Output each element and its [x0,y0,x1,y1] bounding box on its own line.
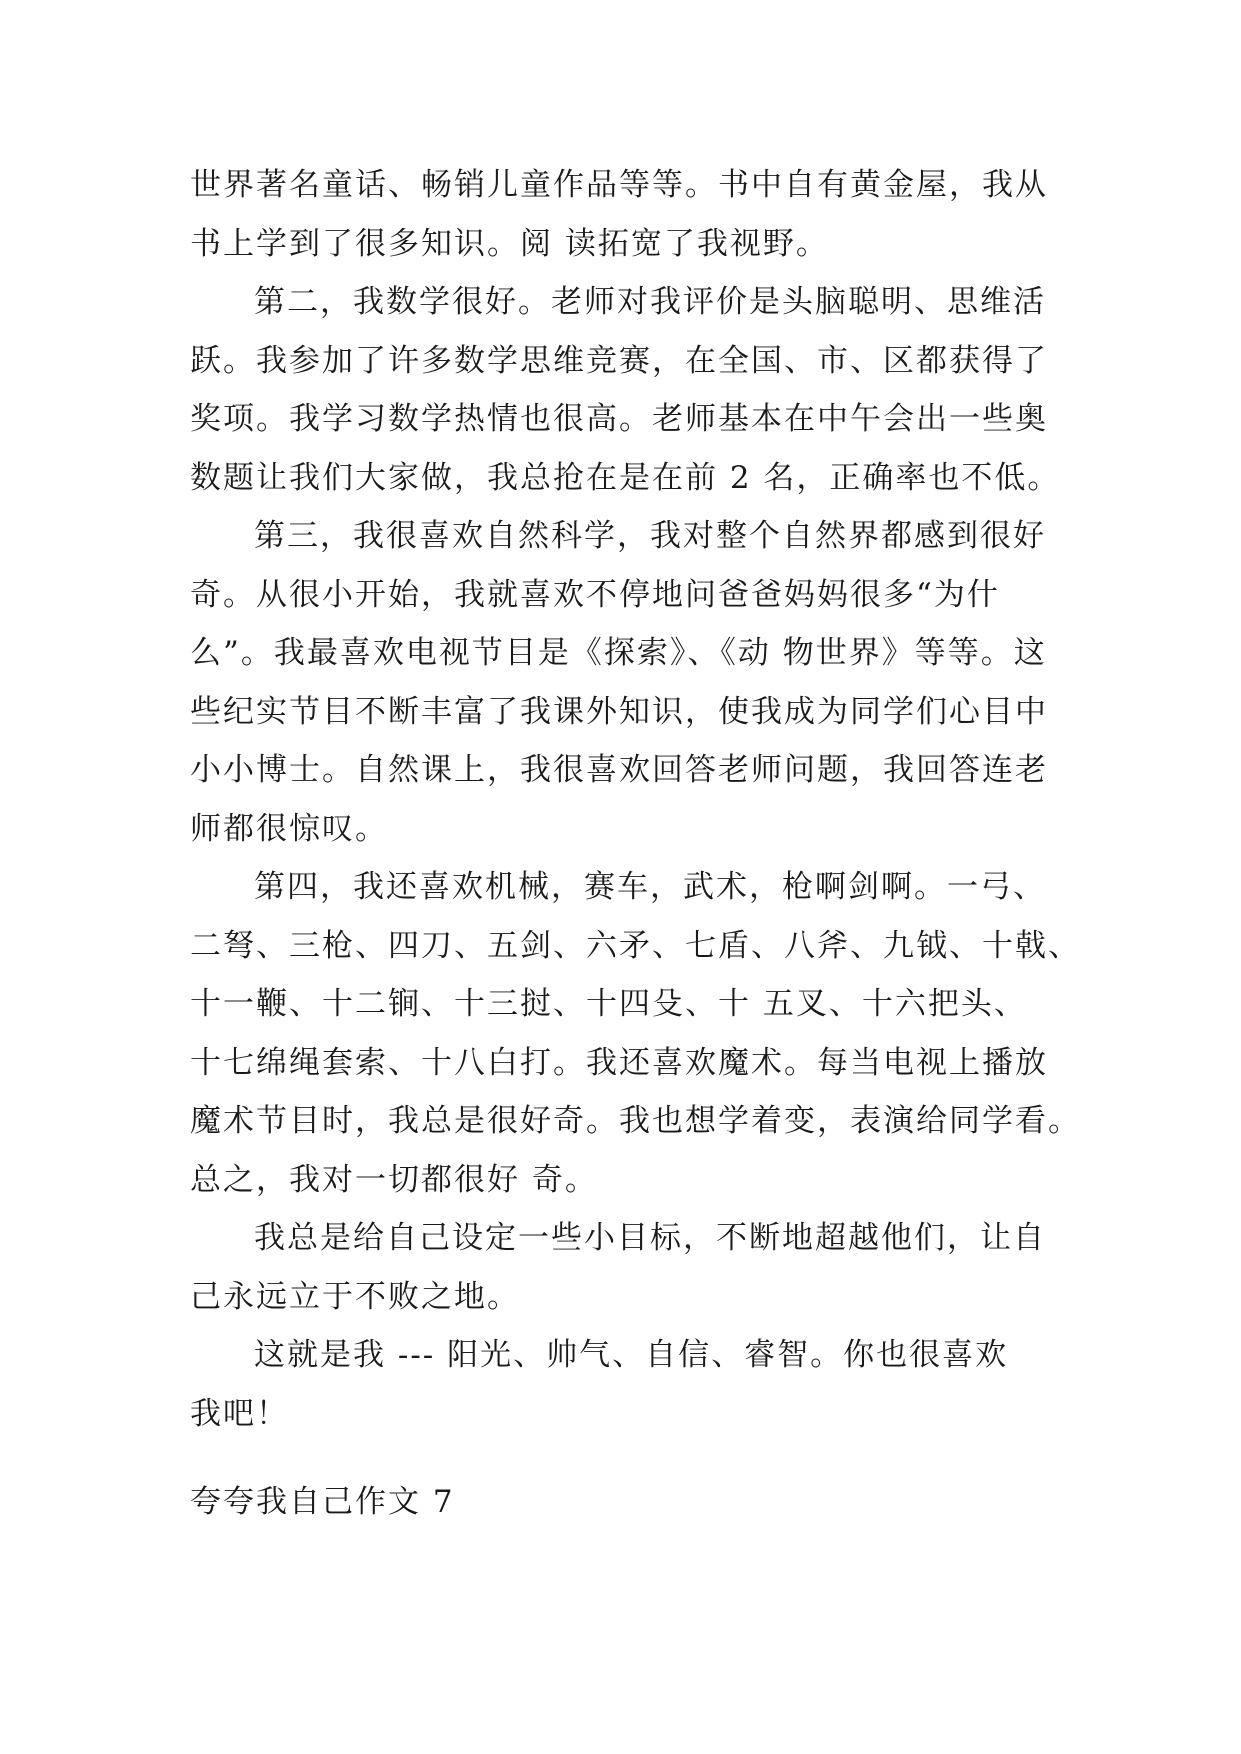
text-line: 奖项。我学习数学热情也很高。老师基本在中午会出一些奥 [190,401,1048,437]
text-line: 跃。我参加了许多数学思维竞赛，在全国、市、区都获得了 [190,342,1048,379]
text-line: 书上学到了很多知识。阅 读拓宽了我视野。 [190,225,829,262]
text-line: 总之，我对一切都很好 奇。 [190,1161,598,1198]
text-line: 世界著名童话、畅销儿童作品等等。书中自有黄金屋，我从 [190,167,1048,203]
text-line: 二弩、三枪、四刀、五剑、六矛、七盾、八斧、九钺、十戟、 [190,927,1081,964]
paragraph-start-line: 第三，我很喜欢自然科学，我对整个自然界都感到很好 [254,518,1046,554]
text-line: 我吧！ [190,1395,289,1432]
text-line: 魔术节目时，我总是很好奇。我也想学着变，表演给同学看。 [190,1103,1081,1139]
text-line: 己永远立于不败之地。 [190,1278,520,1315]
text-line: 十七绵绳套索、十八白打。我还喜欢魔术。每当电视上播放 [190,1044,1048,1081]
paragraph-start-line: 第二，我数学很好。老师对我评价是头脑聪明、思维活 [254,284,1046,320]
text-line: 些纪实节目不断丰富了我课外知识，使我成为同学们心目中 [190,693,1048,730]
text-line: 数题让我们大家做，我总抢在是在前 2 名，正确率也不低。 [190,459,1061,496]
text-line: 么”。我最喜欢电视节目是《探索》、《动 物世界》等等。这 [190,635,1047,671]
text-line: 师都很惊叹。 [190,810,388,847]
text-line: 奇。从很小开始，我就喜欢不停地问爸爸妈妈很多“为什 [190,576,1000,613]
essay-title: 夸夸我自己作文 7 [190,1484,455,1520]
paragraph-start-line: 我总是给自己设定一些小目标，不断地超越他们，让自 [254,1220,1046,1256]
text-line: 十一鞭、十二锏、十三挝、十四殳、十 五叉、十六把头、 [190,986,1027,1022]
paragraph-start-line: 这就是我 --- 阳光、帅气、自信、睿智。你也很喜欢 [254,1337,1009,1373]
paragraph-start-line: 第四，我还喜欢机械，赛车，武术，枪啊剑啊。一弓、 [254,869,1046,905]
essay-body [190,156,1090,1443]
text-line: 小小博士。自然课上，我很喜欢回答老师问题，我回答连老 [190,752,1048,788]
